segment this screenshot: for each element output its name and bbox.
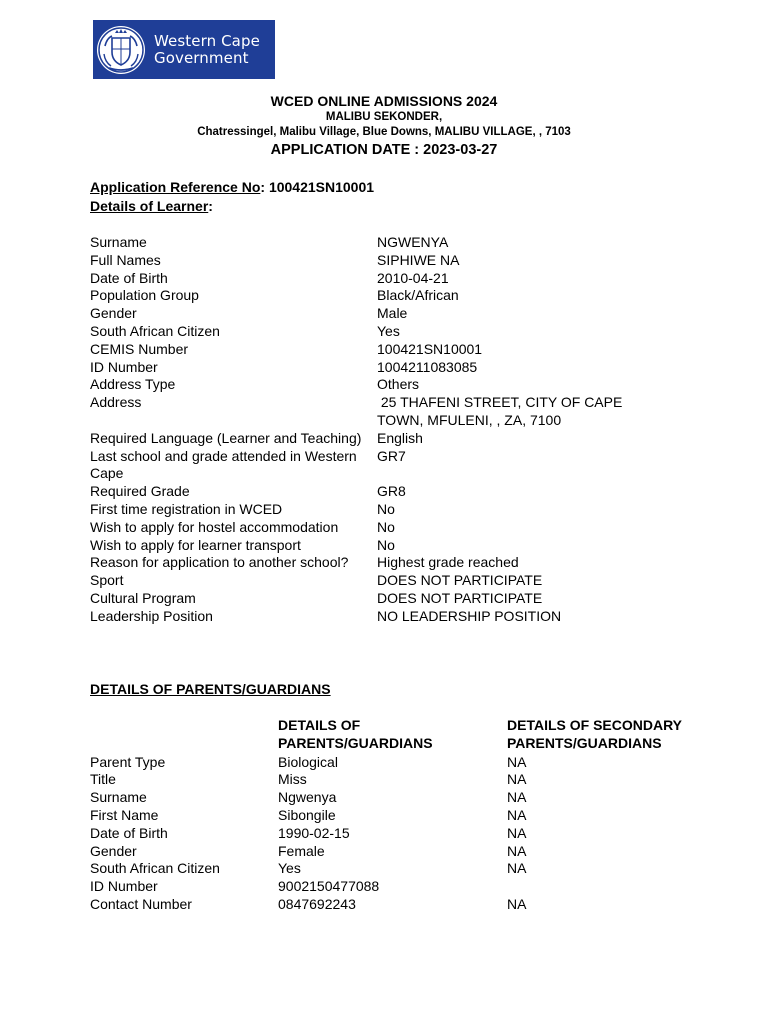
learner-field-label: Address bbox=[90, 394, 142, 411]
application-reference-label: Application Reference No bbox=[90, 179, 261, 195]
primary-parent-value: Sibongile bbox=[278, 806, 336, 823]
learner-field-label: Date of Birth bbox=[90, 269, 168, 286]
parents-row bbox=[90, 807, 730, 825]
secondary-parent-value: NA bbox=[507, 842, 527, 859]
learner-field-label: Population Group bbox=[90, 287, 199, 304]
learner-field-value: DOES NOT PARTICIPATE bbox=[377, 589, 543, 606]
secondary-parent-value: NA bbox=[507, 771, 527, 788]
parents-details-table bbox=[90, 717, 730, 914]
learner-row bbox=[90, 483, 690, 501]
parent-field-label: South African Citizen bbox=[90, 860, 220, 877]
parents-row bbox=[90, 843, 730, 861]
learner-field-label: Gender bbox=[90, 305, 137, 322]
parents-row bbox=[90, 771, 730, 789]
learner-row bbox=[90, 608, 690, 626]
learner-field-label: ID Number bbox=[90, 358, 158, 375]
primary-parent-value: Ngwenya bbox=[278, 789, 337, 806]
secondary-parent-value: NA bbox=[507, 895, 527, 912]
parents-row bbox=[90, 860, 730, 878]
learner-row bbox=[90, 572, 690, 590]
learner-row bbox=[90, 252, 690, 270]
learner-row bbox=[90, 287, 690, 305]
parents-row bbox=[90, 878, 730, 896]
secondary-parent-value: NA bbox=[507, 824, 527, 841]
learner-field-value: GR8 bbox=[377, 483, 406, 500]
learner-field-value: SIPHIWE NA bbox=[377, 251, 460, 268]
parent-field-label: Parent Type bbox=[90, 753, 166, 770]
school-name: MALIBU SEKONDER, bbox=[325, 111, 443, 123]
learner-field-label: Full Names bbox=[90, 251, 161, 268]
document-title: WCED ONLINE ADMISSIONS 2024 bbox=[270, 93, 498, 109]
learner-field-label: Wish to apply for hostel accommodation bbox=[90, 518, 339, 535]
learner-section-title bbox=[90, 198, 213, 214]
parents-table-header bbox=[90, 717, 730, 753]
learner-row bbox=[90, 305, 690, 323]
learner-row bbox=[90, 341, 690, 359]
secondary-parent-value: NA bbox=[507, 753, 527, 770]
learner-field-value: GR7 bbox=[377, 447, 406, 464]
learner-field-label: Cultural Program bbox=[90, 589, 196, 606]
secondary-parent-value: NA bbox=[507, 806, 527, 823]
learner-field-value: 1004211083085 bbox=[377, 358, 478, 375]
logo-line-1: Western Cape bbox=[154, 31, 260, 50]
learner-field-value: 25 THAFENI STREET, CITY OF CAPE TOWN, MFULENI, , ZA, 7100 bbox=[377, 394, 626, 428]
learner-section-title-text: Details of Learner bbox=[90, 198, 209, 214]
learner-row bbox=[90, 376, 690, 394]
learner-field-value: DOES NOT PARTICIPATE bbox=[377, 572, 543, 589]
learner-field-label: Required Grade bbox=[90, 483, 190, 500]
learner-field-label: Address Type bbox=[90, 376, 176, 393]
primary-parent-value: 0847692243 bbox=[278, 895, 356, 912]
parent-field-label: Contact Number bbox=[90, 895, 192, 912]
parents-row bbox=[90, 825, 730, 843]
learner-field-value: No bbox=[377, 500, 395, 517]
learner-field-label: CEMIS Number bbox=[90, 340, 189, 357]
parents-row bbox=[90, 896, 730, 914]
learner-row bbox=[90, 394, 690, 430]
learner-field-label: First time registration in WCED bbox=[90, 500, 283, 517]
learner-row bbox=[90, 359, 690, 377]
primary-parent-value: Miss bbox=[278, 771, 307, 788]
application-reference-separator: : bbox=[260, 179, 269, 195]
parent-field-label: Title bbox=[90, 771, 116, 788]
learner-row bbox=[90, 590, 690, 608]
application-reference bbox=[90, 179, 374, 195]
learner-field-label: South African Citizen bbox=[90, 322, 220, 339]
learner-row bbox=[90, 501, 690, 519]
learner-row bbox=[90, 430, 690, 448]
logo-wordmark bbox=[154, 33, 260, 67]
parent-field-label: ID Number bbox=[90, 878, 158, 895]
primary-parent-value: 1990-02-15 bbox=[278, 824, 350, 841]
learner-field-value: English bbox=[377, 429, 423, 446]
learner-row bbox=[90, 270, 690, 288]
learner-field-value: NO LEADERSHIP POSITION bbox=[377, 607, 562, 624]
learner-field-value: Black/African bbox=[377, 287, 459, 304]
secondary-parent-value bbox=[507, 878, 717, 896]
parents-header-spacer bbox=[90, 717, 278, 753]
learner-field-value: Male bbox=[377, 305, 408, 322]
learner-details-table bbox=[90, 234, 690, 626]
learner-field-value: NGWENYA bbox=[377, 234, 449, 250]
learner-field-label: Required Language (Learner and Teaching) bbox=[90, 429, 362, 446]
learner-field-label: Last school and grade attended in Western Cape bbox=[90, 447, 357, 482]
learner-row bbox=[90, 323, 690, 341]
primary-parent-value: Female bbox=[278, 842, 325, 859]
secondary-parent-value: NA bbox=[507, 860, 527, 877]
primary-parents-column-header: DETAILS OF PARENTS/GUARDIANS bbox=[278, 717, 433, 751]
primary-parent-value: Biological bbox=[278, 753, 338, 770]
learner-field-label: Leadership Position bbox=[90, 607, 213, 624]
secondary-parents-column-header: DETAILS OF SECONDARY PARENTS/GUARDIANS bbox=[507, 717, 682, 751]
learner-field-value: No bbox=[377, 536, 395, 553]
learner-field-label: Surname bbox=[90, 234, 147, 250]
learner-section-title-suffix: : bbox=[208, 198, 213, 214]
learner-field-label: Wish to apply for learner transport bbox=[90, 536, 301, 553]
learner-field-value: 2010-04-21 bbox=[377, 269, 449, 286]
learner-field-value: 100421SN10001 bbox=[377, 340, 483, 357]
learner-field-value: Others bbox=[377, 376, 420, 393]
parents-row bbox=[90, 789, 730, 807]
parents-row bbox=[90, 754, 730, 772]
coat-of-arms-icon bbox=[95, 24, 147, 76]
learner-field-label: Reason for application to another school? bbox=[90, 554, 349, 571]
learner-field-value: No bbox=[377, 518, 395, 535]
learner-row bbox=[90, 537, 690, 555]
parent-field-label: Gender bbox=[90, 842, 137, 859]
parents-section-title: DETAILS OF PARENTS/GUARDIANS bbox=[90, 681, 331, 697]
primary-parent-value: 9002150477088 bbox=[278, 878, 380, 895]
learner-row bbox=[90, 448, 690, 484]
learner-field-value: Highest grade reached bbox=[377, 554, 519, 571]
parent-field-label: First Name bbox=[90, 806, 159, 823]
school-address: Chatressingel, Malibu Village, Blue Downs, MALIBU VILLAGE, , 7103 bbox=[197, 126, 571, 138]
application-date: APPLICATION DATE : 2023-03-27 bbox=[270, 142, 498, 158]
primary-parent-value: Yes bbox=[278, 860, 301, 877]
secondary-parent-value: NA bbox=[507, 789, 527, 806]
parent-field-label: Date of Birth bbox=[90, 824, 168, 841]
western-cape-government-logo bbox=[93, 20, 275, 79]
learner-row bbox=[90, 234, 690, 252]
logo-line-2: Government bbox=[154, 48, 249, 67]
learner-row bbox=[90, 554, 690, 572]
learner-row bbox=[90, 519, 690, 537]
application-reference-value: 100421SN10001 bbox=[268, 179, 375, 195]
learner-field-value: Yes bbox=[377, 322, 400, 339]
parent-field-label: Surname bbox=[90, 789, 147, 806]
learner-field-label: Sport bbox=[90, 572, 124, 589]
